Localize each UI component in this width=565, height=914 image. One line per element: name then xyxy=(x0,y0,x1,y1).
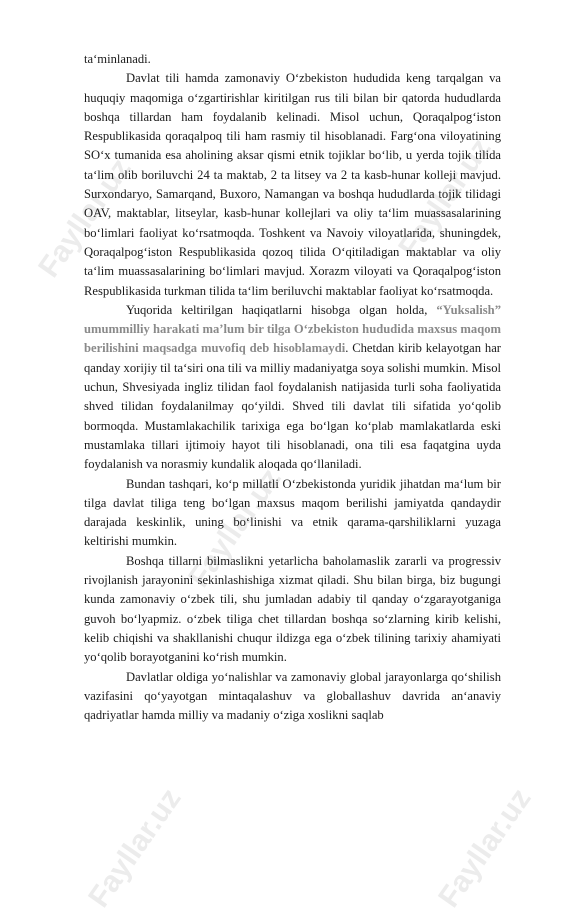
paragraph-text: Davlatlar oldiga yo‘nalishlar va zamonaviy global jarayonlarga qo‘shilish vazifasini qo‘yayotgan mintaqalashuv va globallashuv davrida an‘anaviy qadriyatlar hamda milliy va madaniy o‘ziga xoslikni saqlab xyxy=(84,669,501,723)
paragraph-text: Yuqorida keltirilgan haqiqatlarni hisobga olgan holda, xyxy=(126,302,437,317)
paragraph xyxy=(84,69,501,301)
paragraph xyxy=(84,668,501,726)
paragraph-text: Davlat tili hamda zamonaviy O‘zbekiston hududida keng tarqalgan va huquqiy maqomiga o‘zgartirishlar kiritilgan rus tili bilan bir qatorda hududlarda boshqa tillardan ham foydalanib kelinadi. Misol uchun, Qoraqalpog‘iston Respublikasida qoraqalpoq tili ham rasmiy til hisoblanadi. Farg‘ona viloyatining SO‘x tumanida esa aholining aksar qismi etnik tojiklar bo‘lib, u yerda tojik tilida ta‘lim olib boriluvchi 24 ta maktab, 2 ta litsey va 2 ta kasb-hunar kolleji mavjud. Surxondaryo, Samarqand, Buxoro, Namangan va boshqa hududlarda tojik tilidagi OAV, maktablar, litseylar, kasb-hunar kollejlari va oliy ta‘lim muassasalarining bo‘limlari faoliyat ko‘rsatmoqda. Toshkent va Navoiy viloyatlarida, shuningdek, Qoraqalpog‘iston Respublikasida qozoq tilida O‘qitiladigan maktablar va oliy ta‘lim muassasalarining bo‘limlari mavjud. Xorazm viloyati va Qoraqalpog‘iston Respublikasida turkman tilida ta‘lim beriluvchi maktablar faoliyat ko‘rsatmoqda. xyxy=(84,71,501,298)
watermark: Fayllar.uz xyxy=(82,782,188,914)
paragraph-text: Bundan tashqari, ko‘p millatli O‘zbekistonda yuridik jihatdan ma‘lum bir tilga davlat tiliga teng bo‘lgan maxsus maqom berilishi jamiyatda qandaydir darajada keskinlik, uning bo‘linishi va etnik qarama-qarshiliklarni yuzaga keltirishi mumkin. xyxy=(84,476,501,549)
paragraph-text: . Chetdan kirib kelayotgan har qanday xorijiy til ta‘siri ona tili va milliy madaniyatga soya solishi mumkin. Misol uchun, Shvesiyada ingliz tilidan faol foydalanish natijasida turli soha faoliyatida shved tilidan foydalanilmay qo‘yildi. Shved tili davlat tili sifatida yo‘qolib bormoqda. Mustamlakachilik tarixiga ega bo‘lgan ko‘plab mamlakatlarda eski mustamlaka tillari ijtimoiy hayot tili hisoblanadi, ona tili esa faqatgina uyda foydalanish va norasmiy kundalik aloqada qo‘llaniladi. xyxy=(84,341,501,472)
paragraph xyxy=(84,475,501,552)
watermark: Fayllar.uz xyxy=(392,132,498,264)
paragraph-text: ta‘minlanadi. xyxy=(84,52,151,66)
paragraph xyxy=(84,301,501,475)
page-body xyxy=(84,50,501,725)
watermark: Fayllar.uz xyxy=(182,462,288,594)
watermark: Fayllar.uz xyxy=(432,782,538,914)
paragraph xyxy=(84,552,501,668)
paragraph xyxy=(84,50,501,69)
paragraph-text: Boshqa tillarni bilmaslikni yetarlicha baholamaslik zararli va progressiv rivojlanish jarayonini sekinlashishiga xizmat qiladi. Shu bilan birga, biz bugungi kunda zamonaviy o‘zbek tili, shu jumladan adabiy til qanday o‘zgarayotganiga guvoh bo‘lyapmiz. o‘zbek tiliga chet tillardan boshqa so‘zlarning kirib kelishi, kelib chiqishi va shakllanishi chuqur ildizga ega o‘zbek tilining tarixiy ahamiyati yo‘qolib borayotganini ko‘rish mumkin. xyxy=(84,553,501,665)
highlighted-text: “Yuksalish” umummilliy harakati ma’lum bir tilga O‘zbekiston hududida maxsus maqom berilishini maqsadga muvofiq deb hisoblamaydi xyxy=(84,302,501,356)
watermark: Fayllar.uz xyxy=(32,152,138,284)
